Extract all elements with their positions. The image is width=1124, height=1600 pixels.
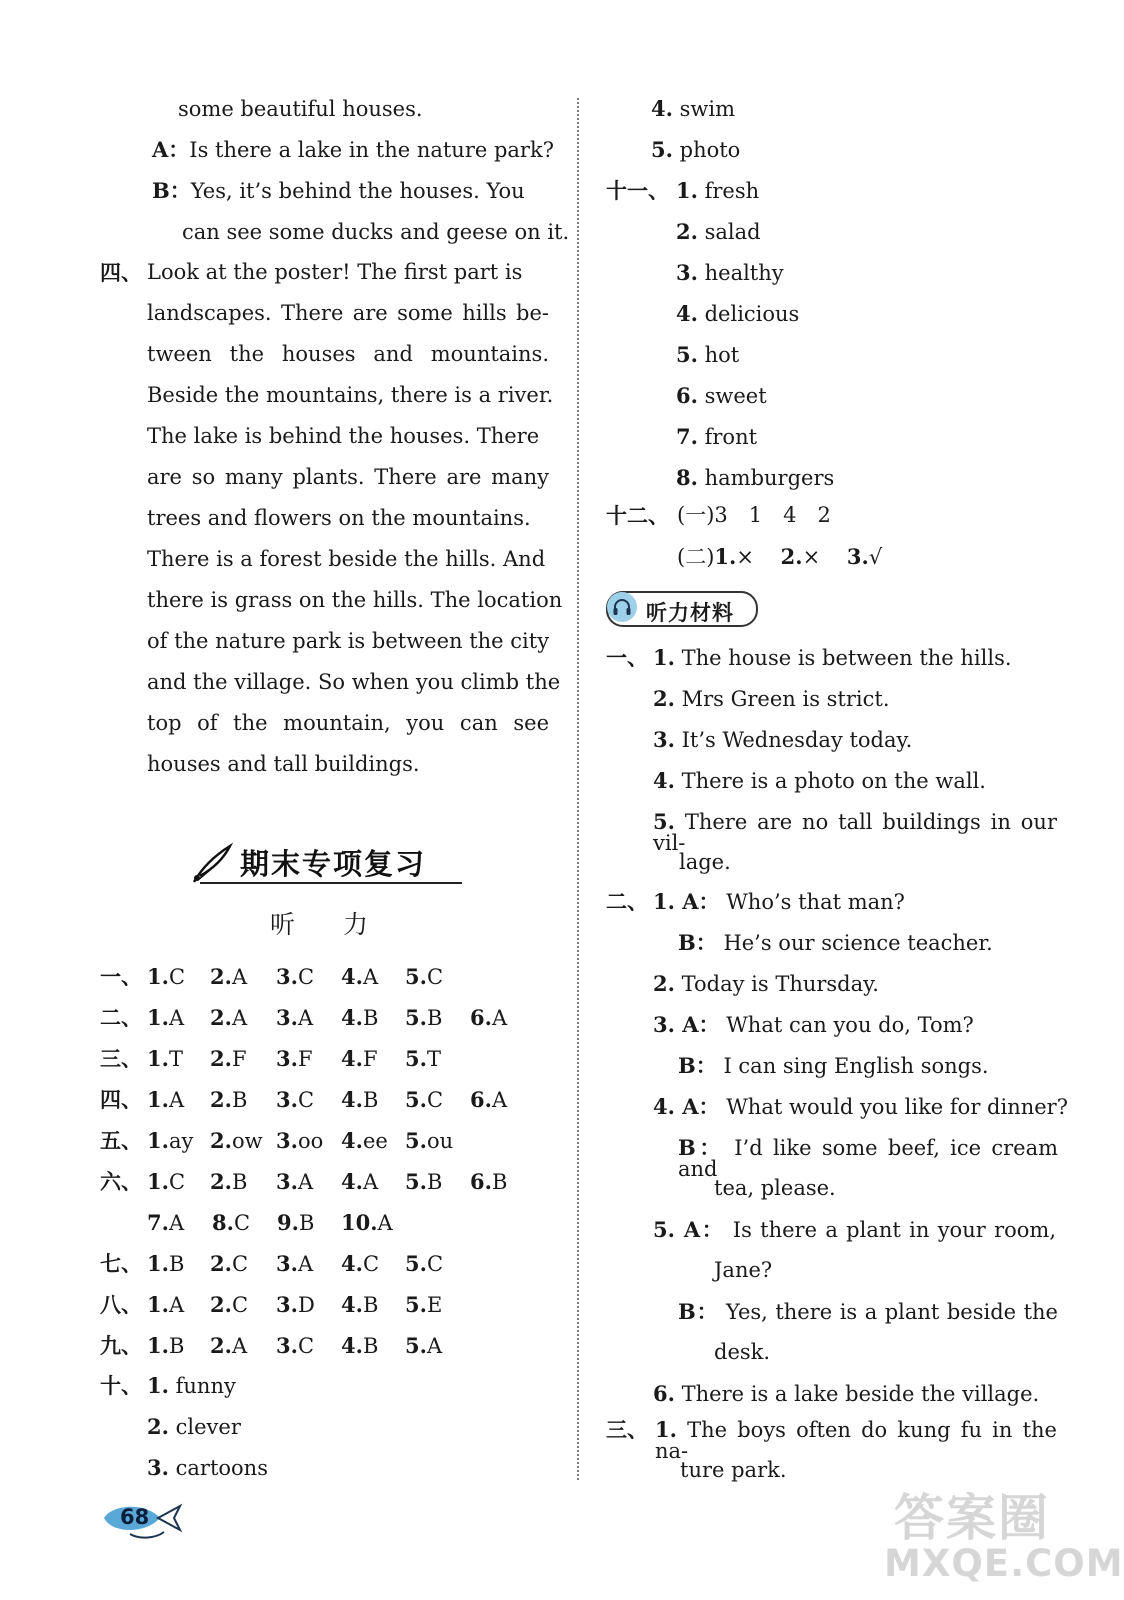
answer-item: 2.F (210, 1046, 247, 1071)
question-marker: 四、 (100, 1087, 142, 1112)
passage-line: Look at the poster! The first part is (147, 260, 523, 284)
script-line: 3. A： What can you do, Tom? (653, 1012, 974, 1037)
answer-item: 4.A (341, 964, 379, 989)
answer-item: 3.C (276, 964, 315, 989)
answer-line: 8. hamburgers (676, 465, 835, 490)
script-line: 4. There is a photo on the wall. (653, 768, 986, 793)
answer-item: 5.A (405, 1333, 443, 1358)
watermark-text: 答案圈 (894, 1489, 1050, 1547)
script-line: B： Yes, there is a plant beside the (678, 1299, 1058, 1324)
answer-item: 1.A (147, 1087, 185, 1112)
script-line: B： He’s our science teacher. (678, 930, 993, 955)
answer-line: 7. front (676, 424, 758, 449)
answer-line: 3. cartoons (147, 1455, 268, 1480)
answer-line: 2. salad (676, 219, 761, 244)
passage-line: are so many plants. There are many (147, 465, 549, 489)
answer-item: 4.A (341, 1169, 379, 1194)
passage-line: tween the houses and mountains. (147, 342, 549, 366)
answer-item: 4.B (341, 1005, 379, 1030)
answer-item: 5.B (405, 1169, 443, 1194)
answer-line: 6. sweet (676, 383, 767, 408)
answer-line: 4. delicious (676, 301, 800, 326)
question-marker: 七、 (100, 1251, 142, 1276)
answer-item: 2.B (210, 1169, 248, 1194)
answer-line: 3. healthy (676, 260, 784, 285)
script-line: lage. (679, 850, 731, 874)
answer-item: 6.B (470, 1169, 508, 1194)
answer-item: 3.A (276, 1251, 314, 1276)
answer-item: 5.E (405, 1292, 443, 1317)
page-number-badge (100, 1498, 184, 1542)
question-marker: 十二、 (606, 503, 669, 528)
page-number: 68 (120, 1505, 150, 1529)
divider (200, 882, 462, 884)
answer-item: 2.ow (210, 1128, 263, 1153)
section-title: 期末专项复习 (240, 847, 427, 881)
script-line: tea, please. (714, 1176, 836, 1200)
answer-item: 1.B (147, 1251, 185, 1276)
answer-item: 1.B (147, 1333, 185, 1358)
script-line: 5. There are no tall buildings in our vil- (653, 809, 1057, 855)
script-line: Jane? (714, 1258, 773, 1282)
question-marker: 二、 (100, 1005, 142, 1030)
answer-item: 1.C (147, 964, 186, 989)
section-header (188, 838, 463, 890)
answer-item: 3.A (276, 1005, 314, 1030)
answer-item: 1.ay (147, 1128, 194, 1153)
script-line: 6. There is a lake beside the village. (653, 1381, 1040, 1406)
dialogue-line: some beautiful houses. (178, 97, 423, 121)
headphones-icon (607, 592, 637, 622)
question-marker: 十、 (100, 1373, 142, 1398)
answer-item: 6.A (470, 1087, 508, 1112)
answer-item: 8.C (212, 1210, 251, 1235)
answer-item: 6.A (470, 1005, 508, 1030)
answer-item: 3.C (276, 1087, 315, 1112)
question-marker: 六、 (100, 1169, 142, 1194)
answer-item: 2.A (210, 964, 248, 989)
script-line: 1. The boys often do kung fu in the na- (655, 1417, 1057, 1463)
listening-material-label: 听力材料 (606, 591, 758, 627)
script-line: B： I can sing English songs. (678, 1053, 989, 1078)
answer-item: 5.C (405, 1251, 444, 1276)
answer-item: 1.A (147, 1292, 185, 1317)
answer-item: 3.D (276, 1292, 315, 1317)
passage-line: Beside the mountains, there is a river. (147, 383, 554, 407)
answer-item: 2.C (210, 1251, 249, 1276)
answer-item: 3.C (276, 1333, 315, 1358)
answer-line: (二)1.× 2.× 3.√ (677, 544, 883, 569)
watermark-url: MXQE.COM (884, 1542, 1124, 1585)
answer-item: 4.C (341, 1251, 380, 1276)
question-marker: 一、 (606, 645, 648, 670)
answer-item: 4.F (341, 1046, 378, 1071)
answer-item: 5.ou (405, 1128, 454, 1153)
answer-item: 4.B (341, 1333, 379, 1358)
passage-line: of the nature park is between the city (147, 629, 550, 653)
answer-item: 9.B (277, 1210, 315, 1235)
passage-line: top of the mountain, you can see (147, 711, 549, 735)
passage-line: landscapes. There are some hills be- (147, 301, 549, 325)
question-marker: 十一、 (606, 178, 669, 203)
question-marker: 五、 (100, 1128, 142, 1153)
script-line: 2. Today is Thursday. (653, 971, 879, 996)
answer-item: 4.B (341, 1087, 379, 1112)
script-line: 1. The house is between the hills. (653, 645, 1012, 670)
question-marker: 九、 (100, 1333, 142, 1358)
question-marker: 三、 (100, 1046, 142, 1071)
question-marker: 三、 (606, 1417, 648, 1442)
answer-item: 4.B (341, 1292, 379, 1317)
answer-line: 1. funny (147, 1373, 236, 1398)
answer-item: 2.C (210, 1292, 249, 1317)
answer-item: 2.B (210, 1087, 248, 1112)
answer-line: 2. clever (147, 1414, 241, 1439)
answer-item: 1.T (147, 1046, 183, 1071)
answer-item: 5.C (405, 1087, 444, 1112)
dialogue-line: can see some ducks and geese on it. (182, 220, 570, 244)
answer-item: 7.A (147, 1210, 185, 1235)
answer-line: 5. photo (651, 137, 741, 162)
quill-pen-icon (188, 842, 234, 886)
answer-item: 2.A (210, 1333, 248, 1358)
passage-line: The lake is behind the houses. There (147, 424, 540, 448)
question-marker: 四、 (100, 260, 142, 285)
answer-item: 5.T (405, 1046, 441, 1071)
answer-line: (一)3 1 4 2 (677, 503, 831, 527)
passage-line: there is grass on the hills. The location (147, 588, 563, 612)
answer-line: 1. fresh (676, 178, 760, 203)
script-line: B： I’d like some beef, ice cream and (678, 1135, 1059, 1181)
script-line: ture park. (680, 1458, 787, 1482)
answer-item: 5.B (405, 1005, 443, 1030)
answer-item: 3.A (276, 1169, 314, 1194)
passage-line: and the village. So when you climb the (147, 670, 561, 694)
dialogue-line: B：Yes, it’s behind the houses. You (152, 178, 525, 203)
answer-line: 5. hot (676, 342, 740, 367)
answer-item: 10.A (341, 1210, 393, 1235)
column-divider (577, 98, 579, 1480)
dialogue-line: A：Is there a lake in the nature park? (152, 137, 554, 162)
passage-line: trees and flowers on the mountains. (147, 506, 531, 530)
answer-item: 1.C (147, 1169, 186, 1194)
answer-item: 2.A (210, 1005, 248, 1030)
section-subtitle: 听力 (270, 910, 417, 939)
question-marker: 二、 (606, 889, 648, 914)
answer-line: 4. swim (651, 96, 736, 121)
script-line: desk. (714, 1340, 771, 1364)
answer-item: 3.oo (276, 1128, 324, 1153)
script-line: 3. It’s Wednesday today. (653, 727, 913, 752)
script-line: 1. A： Who’s that man? (653, 889, 905, 914)
question-marker: 一、 (100, 964, 142, 989)
script-line: 2. Mrs Green is strict. (653, 686, 890, 711)
watermark (884, 1478, 1124, 1592)
answer-item: 5.C (405, 964, 444, 989)
answer-item: 4.ee (341, 1128, 388, 1153)
question-marker: 八、 (100, 1292, 142, 1317)
passage-line: There is a forest beside the hills. And (147, 547, 546, 571)
answer-item: 1.A (147, 1005, 185, 1030)
script-line: 5. A： Is there a plant in your room, (653, 1217, 1056, 1242)
script-line: 4. A： What would you like for dinner? (653, 1094, 1068, 1119)
passage-line: houses and tall buildings. (147, 752, 420, 776)
answer-item: 3.F (276, 1046, 313, 1071)
